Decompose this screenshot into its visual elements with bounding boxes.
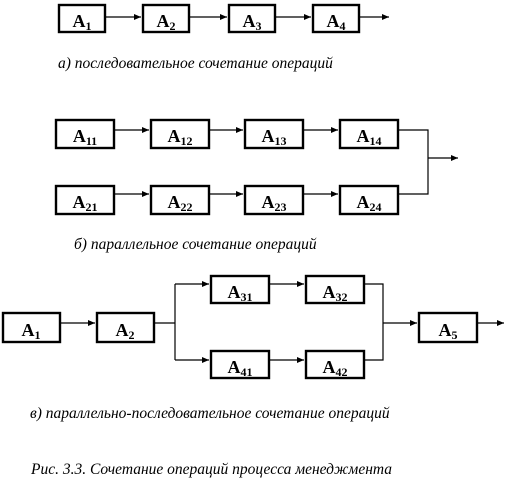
merge-connector-c xyxy=(365,284,383,360)
section-c-parallel-sequential xyxy=(3,276,504,379)
svg-text:A12: A12 xyxy=(167,126,193,148)
svg-text:A41: A41 xyxy=(227,357,253,379)
section-b-parallel xyxy=(56,120,458,214)
svg-text:A3: A3 xyxy=(242,11,262,33)
node-a22 xyxy=(151,186,209,214)
node-a23 xyxy=(245,186,303,214)
svg-text:A31: A31 xyxy=(227,282,253,304)
node-a21 xyxy=(56,186,114,214)
svg-text:A11: A11 xyxy=(72,126,98,148)
node-a11 xyxy=(56,120,114,148)
svg-text:A23: A23 xyxy=(261,192,287,214)
caption-c: в) параллельно-последовательное сочетание операций xyxy=(30,405,390,422)
node-c-a2 xyxy=(97,313,154,342)
node-a13 xyxy=(245,120,303,148)
svg-text:A1: A1 xyxy=(21,320,41,342)
node-a14 xyxy=(340,120,398,148)
svg-text:A2: A2 xyxy=(115,320,135,342)
node-a3 xyxy=(229,5,275,33)
svg-text:A22: A22 xyxy=(167,192,193,214)
svg-text:A1: A1 xyxy=(72,11,92,33)
node-a31 xyxy=(211,276,269,304)
svg-text:A4: A4 xyxy=(326,11,346,33)
node-a32 xyxy=(306,276,364,304)
svg-text:A21: A21 xyxy=(72,192,98,214)
svg-text:A5: A5 xyxy=(438,320,458,342)
caption-b: б) параллельное сочетание операций xyxy=(74,236,317,253)
node-a5 xyxy=(419,313,477,342)
node-c-a1 xyxy=(3,313,60,342)
node-a2 xyxy=(143,5,189,33)
node-a41 xyxy=(211,351,269,379)
figure-caption: Рис. 3.3. Сочетание операций процесса менеджмента xyxy=(31,461,393,478)
section-a-sequential xyxy=(59,5,389,33)
svg-text:A2: A2 xyxy=(156,11,176,33)
merge-connector-b xyxy=(399,130,428,194)
node-a12 xyxy=(151,120,209,148)
svg-text:A13: A13 xyxy=(261,126,287,148)
svg-text:A24: A24 xyxy=(356,192,382,214)
node-a24 xyxy=(340,186,398,214)
node-a1 xyxy=(59,5,105,33)
svg-text:A32: A32 xyxy=(322,282,348,304)
svg-text:A14: A14 xyxy=(356,126,382,148)
svg-text:A42: A42 xyxy=(322,357,348,379)
node-a42 xyxy=(306,351,364,379)
node-a4 xyxy=(313,5,359,33)
caption-a: а) последовательное сочетание операций xyxy=(58,55,333,72)
